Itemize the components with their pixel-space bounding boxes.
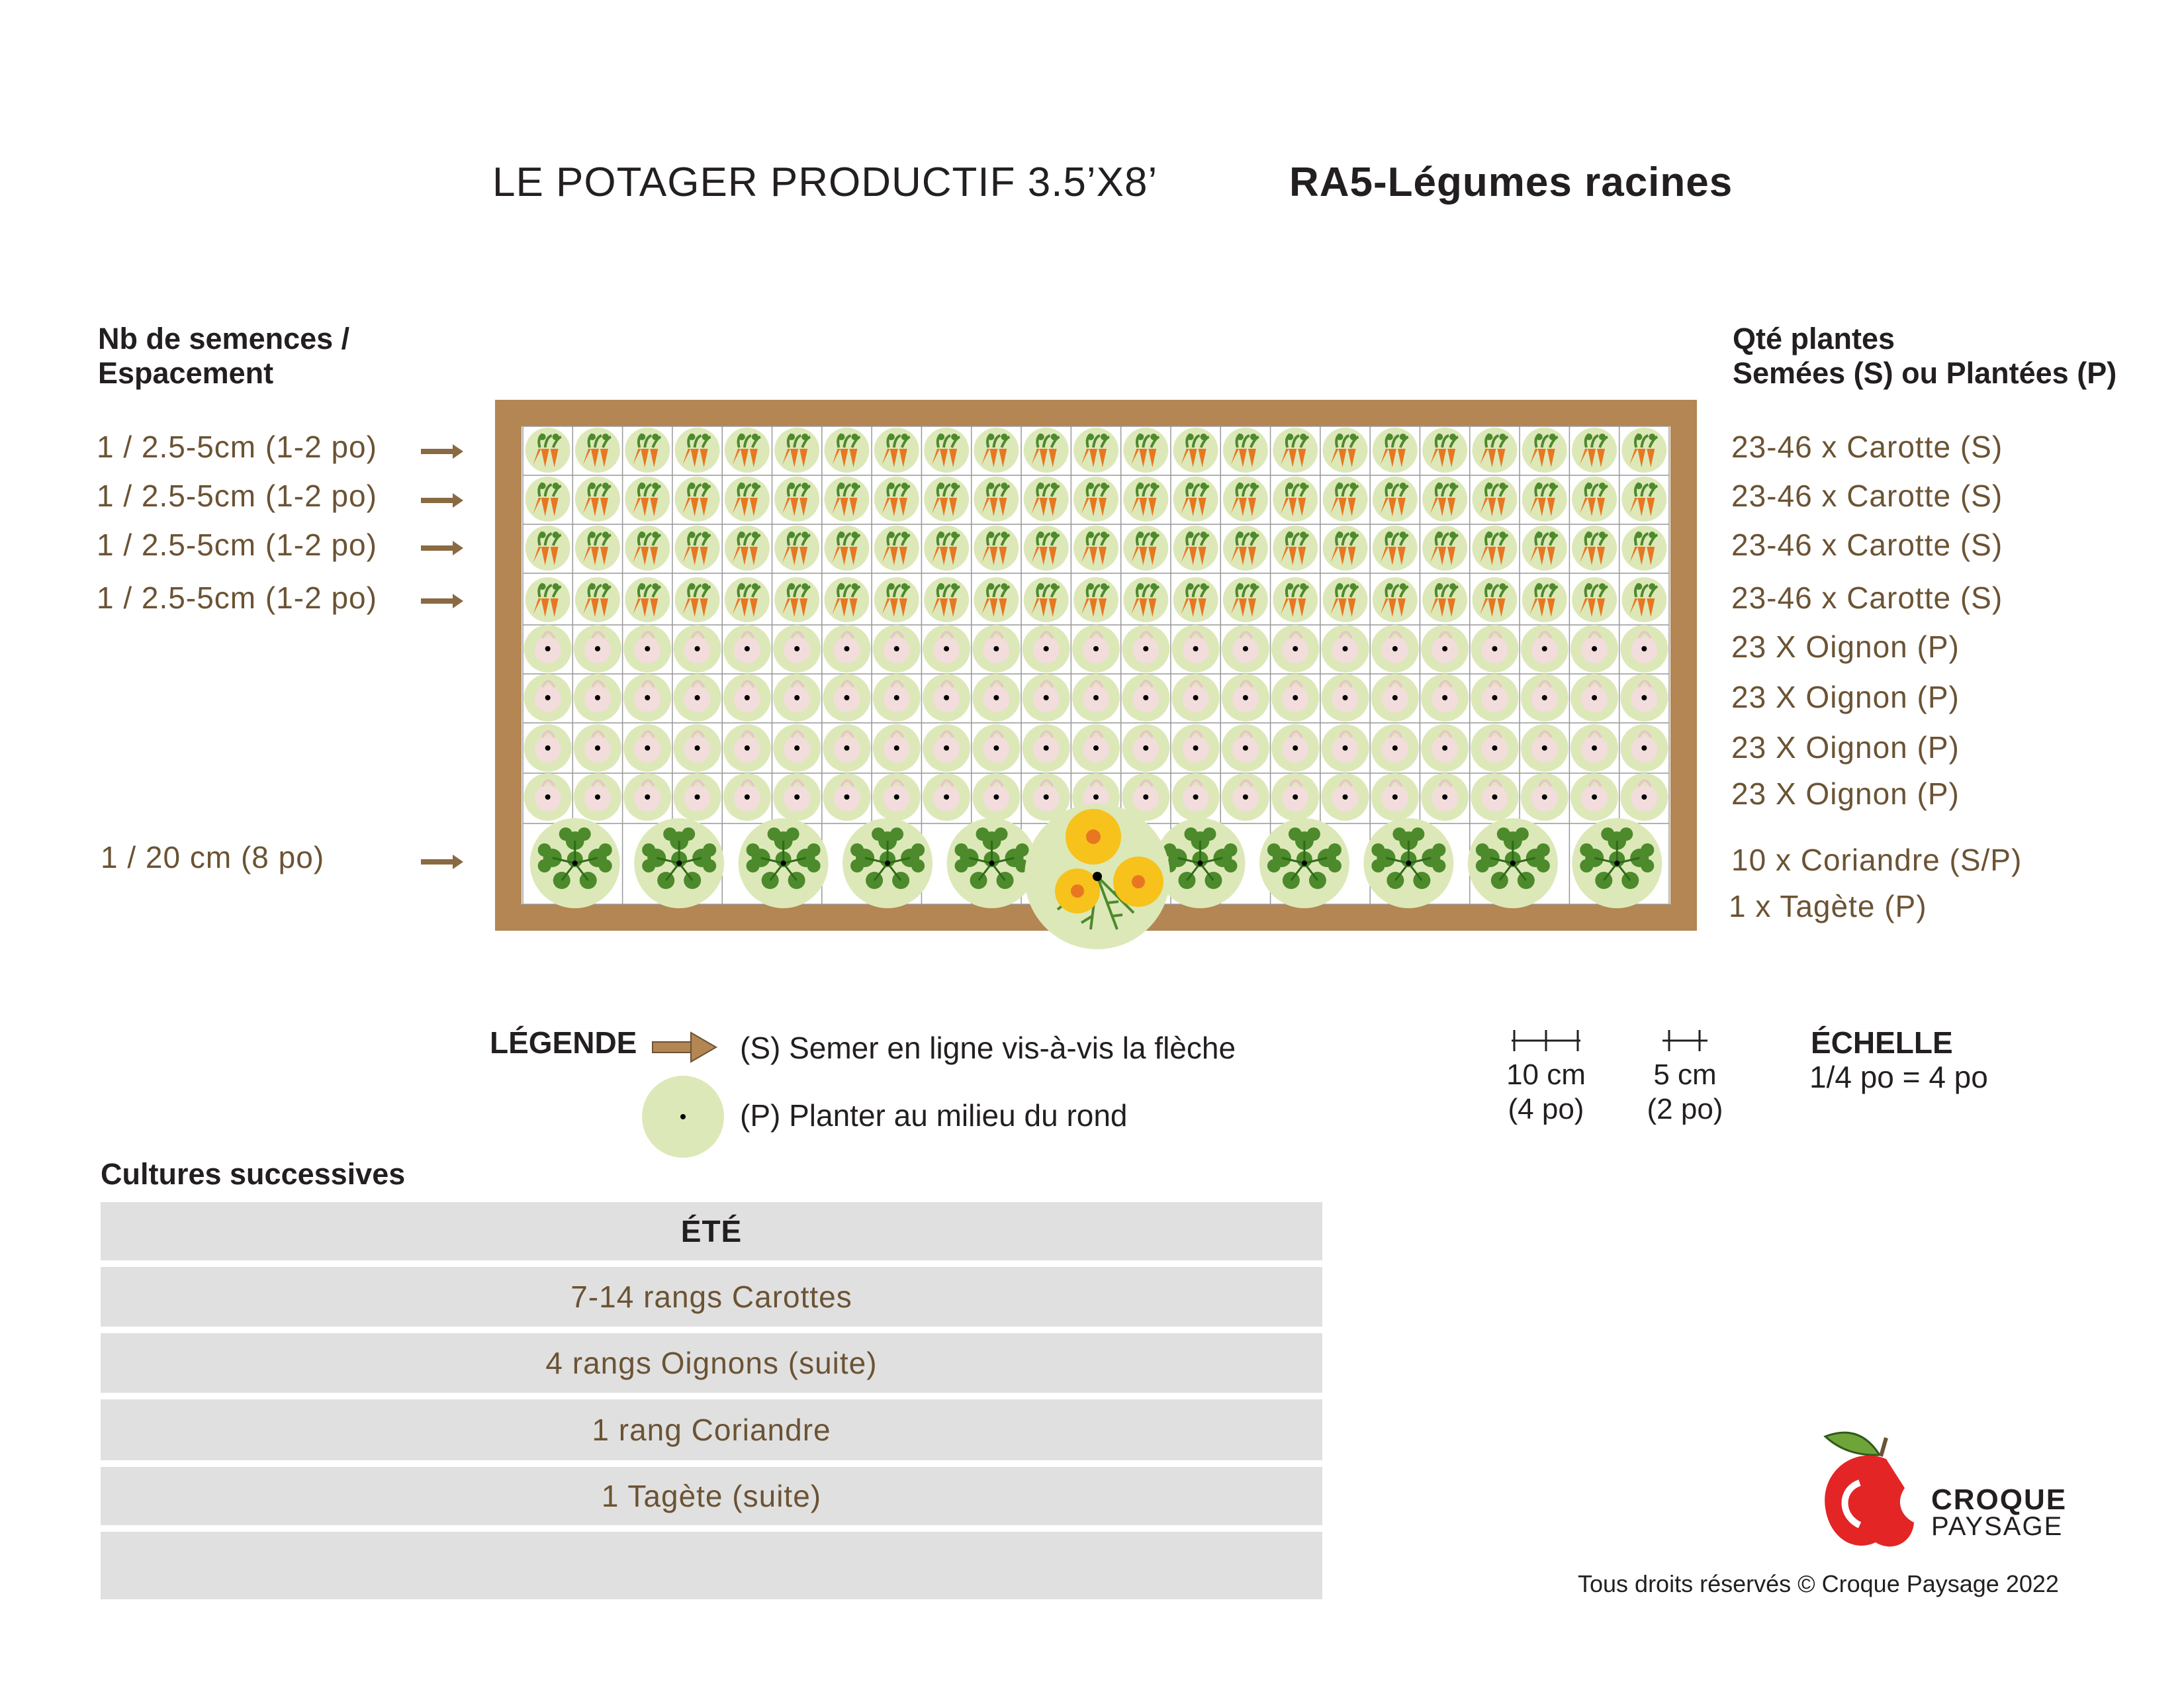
carrot-plant: [1024, 526, 1069, 571]
carrot-plant: [1621, 477, 1666, 522]
onion-plant: [1371, 674, 1419, 722]
carrot-plant: [725, 577, 770, 622]
onion-plant: [972, 724, 1020, 772]
onion-plant: [1570, 625, 1618, 673]
onion-plant: [574, 674, 621, 722]
onion-plant: [1023, 724, 1070, 772]
onion-plant: [1322, 773, 1369, 821]
carrot-plant: [675, 477, 720, 522]
sow-row-arrow-icon: [421, 493, 463, 508]
carrot-plant: [1373, 477, 1418, 522]
onion-plant: [823, 724, 870, 772]
left-header-line-2: Espacement: [98, 356, 274, 390]
carrot-plant: [1073, 577, 1118, 622]
onion-plant: [923, 674, 970, 722]
carrot-plant: [525, 577, 570, 622]
onion-plant: [623, 724, 671, 772]
onion-plant: [1620, 724, 1668, 772]
carrot-plant: [1123, 428, 1168, 473]
onion-plant: [674, 724, 721, 772]
onion-plant: [1471, 724, 1518, 772]
carrot-plant: [1472, 577, 1517, 622]
onion-plant: [723, 724, 771, 772]
carrot-plant: [525, 526, 570, 571]
carrot-plant: [1273, 577, 1318, 622]
carrot-plant: [1173, 477, 1218, 522]
carrot-plant: [725, 428, 770, 473]
plan-code-title: RA5-Légumes racines: [1289, 160, 1733, 205]
onion-plant: [873, 724, 921, 772]
carrot-plant: [625, 526, 670, 571]
sow-row-arrow-icon: [421, 541, 463, 555]
carrot-plant: [1422, 577, 1467, 622]
onion-plant: [773, 724, 821, 772]
onion-plant: [773, 625, 821, 673]
carrot-plant: [874, 428, 919, 473]
logo-text: [1931, 1483, 2068, 1541]
carrot-plant: [1422, 526, 1467, 571]
row-9-quantity: 10 x Coriandre (S/P): [1731, 843, 2023, 877]
carrot-plant: [525, 477, 570, 522]
scale-title: ÉCHELLE: [1811, 1025, 1953, 1060]
carrot-plant: [924, 526, 969, 571]
carrot-plant: [874, 477, 919, 522]
carrot-plant: [1273, 526, 1318, 571]
onion-plant: [1322, 625, 1369, 673]
row-2-quantity: 23-46 x Carotte (S): [1731, 479, 2003, 513]
carrot-plant: [974, 428, 1019, 473]
carrot-plant: [1422, 477, 1467, 522]
coriander-plant: [634, 818, 724, 908]
scale-bar-5cm-icon: [1662, 1030, 1707, 1051]
carrot-plant: [1173, 526, 1218, 571]
carrot-plant: [824, 526, 869, 571]
onion-plant: [923, 724, 970, 772]
onion-plant: [723, 674, 771, 722]
carrot-plant: [725, 526, 770, 571]
row-9-spacing: 1 / 20 cm (8 po): [101, 840, 325, 874]
carrot-plant: [974, 477, 1019, 522]
carrot-plant: [974, 526, 1019, 571]
carrot-plant: [974, 577, 1019, 622]
onion-plant: [1222, 674, 1269, 722]
carrot-plant: [625, 428, 670, 473]
onion-plant: [1620, 625, 1668, 673]
onion-plant: [1521, 625, 1569, 673]
onion-plant: [773, 773, 821, 821]
carrot-plant: [774, 577, 819, 622]
logo-line-2: PAYSAGE: [1931, 1512, 2064, 1541]
onion-plant: [524, 724, 572, 772]
row-4-quantity: 23-46 x Carotte (S): [1731, 581, 2003, 615]
carrot-plant: [824, 477, 869, 522]
onion-plant: [1371, 773, 1419, 821]
carrot-plant: [1273, 428, 1318, 473]
carrot-plant: [774, 477, 819, 522]
onion-plant: [1570, 724, 1618, 772]
carrot-plant: [1572, 477, 1617, 522]
coriander-plant: [1468, 818, 1558, 908]
carrot-plant: [1123, 577, 1168, 622]
carrot-plant: [874, 526, 919, 571]
carrot-plant: [1472, 428, 1517, 473]
carrot-plant: [1223, 526, 1268, 571]
onion-plant: [823, 625, 870, 673]
carrot-plant: [1024, 428, 1069, 473]
carrot-plant: [1273, 477, 1318, 522]
row-5-quantity: 23 X Oignon (P): [1731, 630, 1960, 664]
onion-plant: [723, 625, 771, 673]
onion-plant: [1322, 724, 1369, 772]
carrot-plant: [1173, 428, 1218, 473]
carrot-plant: [1073, 428, 1118, 473]
onion-plant: [1222, 773, 1269, 821]
row-4-spacing: 1 / 2.5-5cm (1-2 po): [97, 581, 377, 615]
carrot-plant: [1173, 577, 1218, 622]
page-title: LE POTAGER PRODUCTIF 3.5’X8’: [492, 160, 1158, 205]
carrot-plant: [1073, 526, 1118, 571]
carrot-plant: [824, 577, 869, 622]
onion-plant: [1122, 674, 1169, 722]
onion-plant: [1371, 724, 1419, 772]
onion-plant: [1421, 773, 1469, 821]
sow-row-arrow-icon: [421, 855, 463, 869]
succession-season-header: ÉTÉ: [101, 1202, 1322, 1260]
onion-plant: [1471, 773, 1518, 821]
onion-plant: [1271, 674, 1319, 722]
carrot-plant: [1223, 428, 1268, 473]
scale-bar-10cm-icon: [1512, 1030, 1580, 1051]
onion-plant: [524, 773, 572, 821]
onion-plant: [1172, 625, 1220, 673]
carrot-plant: [1123, 526, 1168, 571]
carrot-plant: [1223, 577, 1268, 622]
onion-plant: [524, 674, 572, 722]
onion-plant: [972, 625, 1020, 673]
onion-plant: [1371, 625, 1419, 673]
onion-plant: [1271, 724, 1319, 772]
row-3-spacing: 1 / 2.5-5cm (1-2 po): [97, 528, 377, 562]
carrot-plant: [924, 477, 969, 522]
legend-plant-text: (P) Planter au milieu du rond: [740, 1098, 1128, 1133]
carrot-plant: [1024, 577, 1069, 622]
carrot-plant: [725, 477, 770, 522]
onion-plant: [823, 674, 870, 722]
croque-paysage-logo: [1825, 1432, 1914, 1546]
onion-plant: [1122, 724, 1169, 772]
carrot-plant: [1522, 577, 1567, 622]
row-2-spacing: 1 / 2.5-5cm (1-2 po): [97, 479, 377, 513]
carrot-plant: [1123, 477, 1168, 522]
scale-5cm-imperial: (2 po): [1647, 1093, 1723, 1125]
onion-plant: [674, 773, 721, 821]
scale-bar-10cm-label: [1486, 1058, 1606, 1127]
coriander-plant: [530, 818, 620, 908]
marigold-plant: [1024, 804, 1170, 949]
onion-plant: [1072, 724, 1120, 772]
onion-plant: [1421, 674, 1469, 722]
onion-plant: [1471, 625, 1518, 673]
right-header-line-2: Semées (S) ou Plantées (P): [1733, 356, 2117, 390]
carrot-plant: [774, 526, 819, 571]
left-header-line-1: Nb de semences /: [98, 322, 350, 355]
onion-plant: [1271, 625, 1319, 673]
carrot-plant: [774, 428, 819, 473]
carrot-plant: [1472, 477, 1517, 522]
coriander-plant: [739, 818, 829, 908]
carrot-plant: [1621, 526, 1666, 571]
carrot-plant: [1323, 526, 1368, 571]
onion-plant: [1172, 724, 1220, 772]
scale-10cm-imperial: (4 po): [1508, 1093, 1584, 1125]
carrot-plant: [575, 428, 620, 473]
onion-plant: [1172, 674, 1220, 722]
carrot-plant: [1373, 526, 1418, 571]
sow-row-arrow-icon: [421, 594, 463, 608]
coriander-plant: [1363, 818, 1453, 908]
carrot-plant: [1024, 477, 1069, 522]
onion-plant: [923, 625, 970, 673]
carrot-plant: [525, 428, 570, 473]
onion-plant: [1072, 625, 1120, 673]
carrot-plant: [575, 526, 620, 571]
row-3-quantity: 23-46 x Carotte (S): [1731, 528, 2003, 562]
onion-plant: [1471, 674, 1518, 722]
onion-plant: [1620, 773, 1668, 821]
legend-sow-text: (S) Semer en ligne vis-à-vis la flèche: [740, 1031, 1236, 1065]
carrot-plant: [1422, 428, 1467, 473]
copyright-notice: Tous droits réservés © Croque Paysage 2022: [1578, 1570, 2059, 1597]
scale-5cm-metric: 5 cm: [1653, 1058, 1717, 1091]
onion-plant: [623, 773, 671, 821]
onion-plant: [1172, 773, 1220, 821]
onion-plant: [623, 625, 671, 673]
carrot-plant: [924, 577, 969, 622]
onion-plant: [1072, 674, 1120, 722]
onion-plant: [1521, 773, 1569, 821]
scale-value: 1/4 po = 4 po: [1809, 1060, 1988, 1094]
onion-plant: [623, 674, 671, 722]
row-7-quantity: 23 X Oignon (P): [1731, 730, 1960, 765]
succession-title: Cultures successives: [101, 1157, 406, 1191]
onion-plant: [1521, 674, 1569, 722]
succession-item-1: 7-14 rangs Carottes: [101, 1267, 1322, 1327]
succession-item-2: 4 rangs Oignons (suite): [101, 1333, 1322, 1393]
carrot-plant: [1572, 526, 1617, 571]
carrot-plant: [1572, 577, 1617, 622]
carrot-plant: [675, 428, 720, 473]
carrot-plant: [675, 526, 720, 571]
carrot-plant: [675, 577, 720, 622]
onion-plant: [972, 773, 1020, 821]
carrot-plant: [1373, 577, 1418, 622]
onion-plant: [1421, 625, 1469, 673]
onion-plant: [923, 773, 970, 821]
sow-row-arrow-icon: [421, 444, 463, 459]
row-1-spacing: 1 / 2.5-5cm (1-2 po): [97, 430, 377, 464]
carrot-plant: [1373, 428, 1418, 473]
onion-plant: [1222, 724, 1269, 772]
onion-plant: [1322, 674, 1369, 722]
legend-title: LÉGENDE: [490, 1025, 637, 1060]
onion-plant: [1570, 674, 1618, 722]
carrot-plant: [924, 428, 969, 473]
onion-plant: [1271, 773, 1319, 821]
coriander-plant: [842, 818, 933, 908]
onion-plant: [823, 773, 870, 821]
carrot-plant: [1472, 526, 1517, 571]
onion-plant: [574, 724, 621, 772]
onion-plant: [873, 674, 921, 722]
onion-plant: [1570, 773, 1618, 821]
carrot-plant: [1323, 428, 1368, 473]
carrot-plant: [1323, 577, 1368, 622]
row-8-quantity: 23 X Oignon (P): [1731, 776, 1960, 811]
onion-plant: [1521, 724, 1569, 772]
onion-plant: [574, 625, 621, 673]
carrot-plant: [625, 477, 670, 522]
carrot-plant: [575, 577, 620, 622]
onion-plant: [723, 773, 771, 821]
right-header-line-1: Qté plantes: [1733, 322, 1895, 355]
succession-item-4: 1 Tagète (suite): [101, 1467, 1322, 1525]
carrot-plant: [1621, 428, 1666, 473]
onion-plant: [773, 674, 821, 722]
carrot-plant: [1522, 526, 1567, 571]
logo-line-1: CROQUE: [1931, 1483, 2068, 1516]
carrot-plant: [1223, 477, 1268, 522]
row-6-quantity: 23 X Oignon (P): [1731, 680, 1960, 714]
carrot-plant: [1323, 477, 1368, 522]
row-arrows: [421, 444, 463, 869]
carrot-plant: [1522, 428, 1567, 473]
carrot-plant: [1621, 577, 1666, 622]
onion-plant: [972, 674, 1020, 722]
carrot-plant: [874, 577, 919, 622]
carrot-plant: [824, 428, 869, 473]
scale-bar-5cm-label: [1625, 1058, 1745, 1127]
onion-plant: [524, 625, 572, 673]
onion-plant: [873, 625, 921, 673]
coriander-plant: [1572, 818, 1662, 908]
row-1-quantity: 23-46 x Carotte (S): [1731, 430, 2003, 464]
succession-item-3: 1 rang Coriandre: [101, 1399, 1322, 1460]
onion-plant: [873, 773, 921, 821]
onion-plant: [1023, 625, 1070, 673]
onion-plant: [1023, 674, 1070, 722]
onion-plant: [574, 773, 621, 821]
succession-item-5: [101, 1532, 1322, 1599]
onion-plant: [1122, 625, 1169, 673]
carrot-plant: [575, 477, 620, 522]
onion-plant: [1421, 724, 1469, 772]
legend-arrow-icon: [653, 1033, 716, 1062]
row-10-quantity: 1 x Tagète (P): [1729, 889, 1927, 923]
onion-plant: [1620, 674, 1668, 722]
coriander-plant: [1259, 818, 1349, 908]
carrot-plant: [1522, 477, 1567, 522]
onion-plant: [674, 625, 721, 673]
onion-plant: [1222, 625, 1269, 673]
carrot-plant: [1073, 477, 1118, 522]
carrot-plant: [625, 577, 670, 622]
onion-plant: [674, 674, 721, 722]
scale-10cm-metric: 10 cm: [1506, 1058, 1586, 1091]
coriander-plant: [947, 818, 1037, 908]
carrot-plant: [1572, 428, 1617, 473]
